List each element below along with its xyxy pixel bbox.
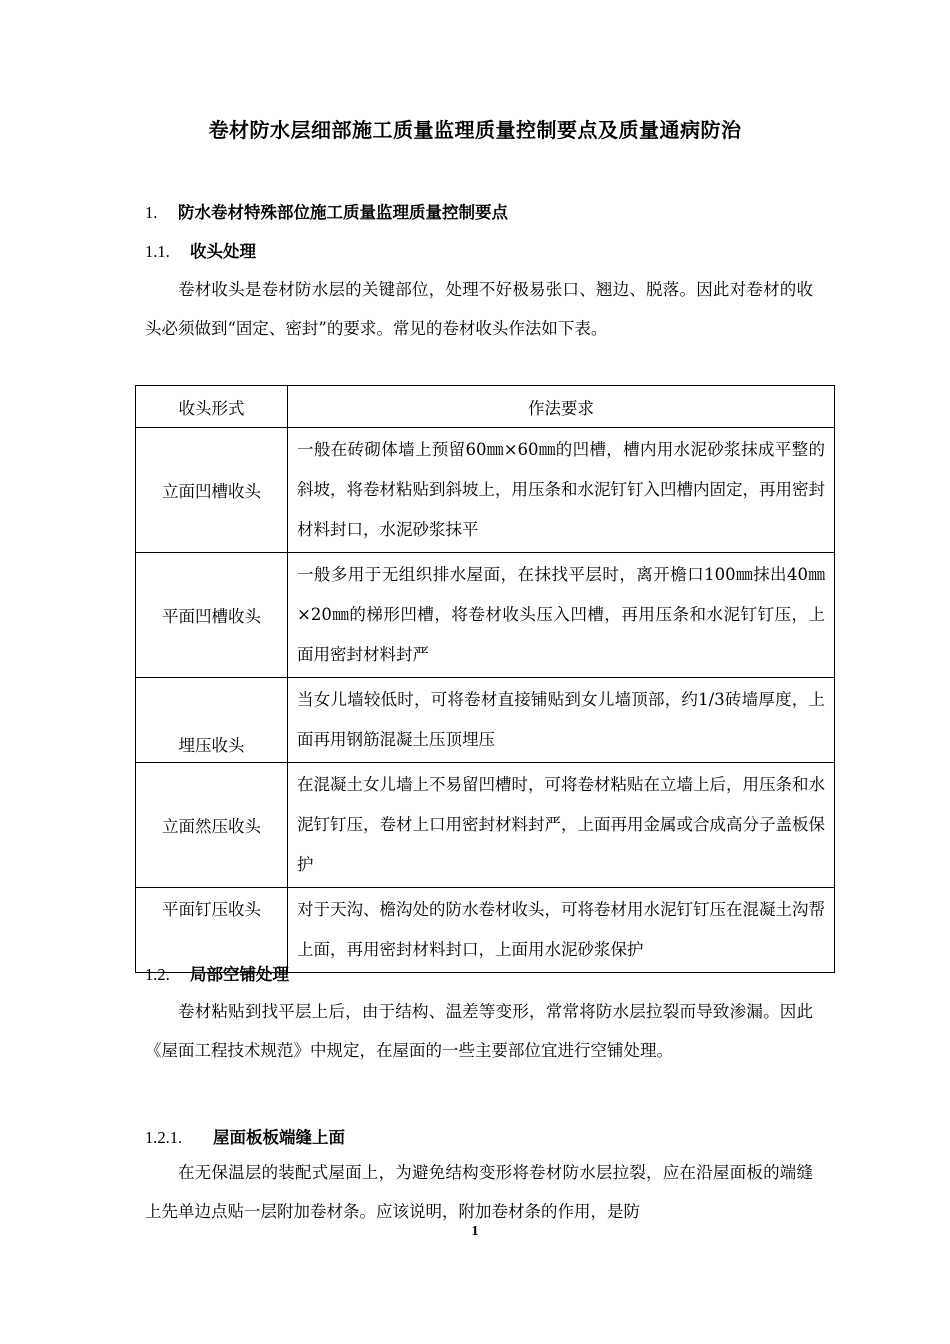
- document-title: 卷材防水层细部施工质量监理质量控制要点及质量通病防治: [208, 118, 742, 142]
- section-number: 1.: [145, 203, 158, 222]
- table-cell-method: 在混凝土女儿墙上不易留凹槽时，可将卷材粘贴在立墙上后，用压条和水泥钉钉压，卷材上口用密封材料封严，上面再用金属或合成高分子盖板保护: [288, 763, 835, 888]
- table-header-method: 作法要求: [288, 386, 835, 428]
- table-cell-method: 对于天沟、檐沟处的防水卷材收头，可将卷材用水泥钉钉压在混凝土沟帮上面，再用密封材料封口，上面用水泥砂浆保护: [288, 888, 835, 973]
- section-title: 防水卷材特殊部位施工质量监理质量控制要点: [178, 203, 508, 222]
- section-title: 局部空铺处理: [190, 965, 289, 984]
- table-row: [136, 678, 835, 763]
- section-title: 屋面板板端缝上面: [213, 1128, 345, 1147]
- section-title: 收头处理: [190, 242, 256, 261]
- table-row: [136, 763, 835, 888]
- section-heading-1: [145, 199, 508, 223]
- closure-method-table: [135, 385, 835, 973]
- section-number: 1.2.: [145, 965, 170, 984]
- section-heading-1-2-1: [145, 1124, 345, 1148]
- paragraph-slab-joint: 在无保温层的装配式屋面上，为避免结构变形将卷材防水层拉裂，应在沿屋面板的端缝上先单边点贴一层附加卷材条。应该说明，附加卷材条的作用，是防: [145, 1163, 813, 1221]
- section-number: 1.2.1.: [145, 1128, 183, 1147]
- table-cell-method: 一般在砖砌体墙上预留60㎜×60㎜的凹槽，槽内用水泥砂浆抹成平整的斜坡，将卷材粘贴到斜坡上，用压条和水泥钉钉入凹槽内固定，再用密封材料封口，水泥砂浆抹平: [288, 428, 835, 553]
- table-cell-type: 埋压收头: [136, 678, 288, 763]
- page-number: 1: [471, 1224, 479, 1239]
- section-heading-1-1: [145, 238, 256, 262]
- table-row: [136, 553, 835, 678]
- table-cell-type: 立面凹槽收头: [136, 428, 288, 553]
- table-header-type: 收头形式: [136, 386, 288, 428]
- table-cell-method: 一般多用于无组织排水屋面，在抹找平层时，离开檐口100㎜抹出40㎜×20㎜的梯形凹槽，将卷材收头压入凹槽，再用压条和水泥钉钉压，上面用密封材料封严: [288, 553, 835, 678]
- paragraph-partial-laying: 卷材粘贴到找平层上后，由于结构、温差等变形，常常将防水层拉裂而导致渗漏。因此《屋面工程技术规范》中规定，在屋面的一些主要部位宜进行空铺处理。: [145, 1002, 813, 1060]
- table-row: [136, 888, 835, 973]
- paragraph-intro: 卷材收头是卷材防水层的关键部位，处理不好极易张口、翘边、脱落。因此对卷材的收头必须做到“固定、密封”的要求。常见的卷材收头作法如下表。: [145, 280, 813, 338]
- table-header-row: [136, 386, 835, 428]
- table-cell-type: 立面然压收头: [136, 763, 288, 888]
- table-cell-method: 当女儿墙较低时，可将卷材直接铺贴到女儿墙顶部，约1/3砖墙厚度，上面再用钢筋混凝土压顶埋压: [288, 678, 835, 763]
- table-cell-type: 平面钉压收头: [136, 888, 288, 973]
- table-cell-type: 平面凹槽收头: [136, 553, 288, 678]
- section-heading-1-2: [145, 961, 289, 985]
- table-row: [136, 428, 835, 553]
- section-number: 1.1.: [145, 242, 170, 261]
